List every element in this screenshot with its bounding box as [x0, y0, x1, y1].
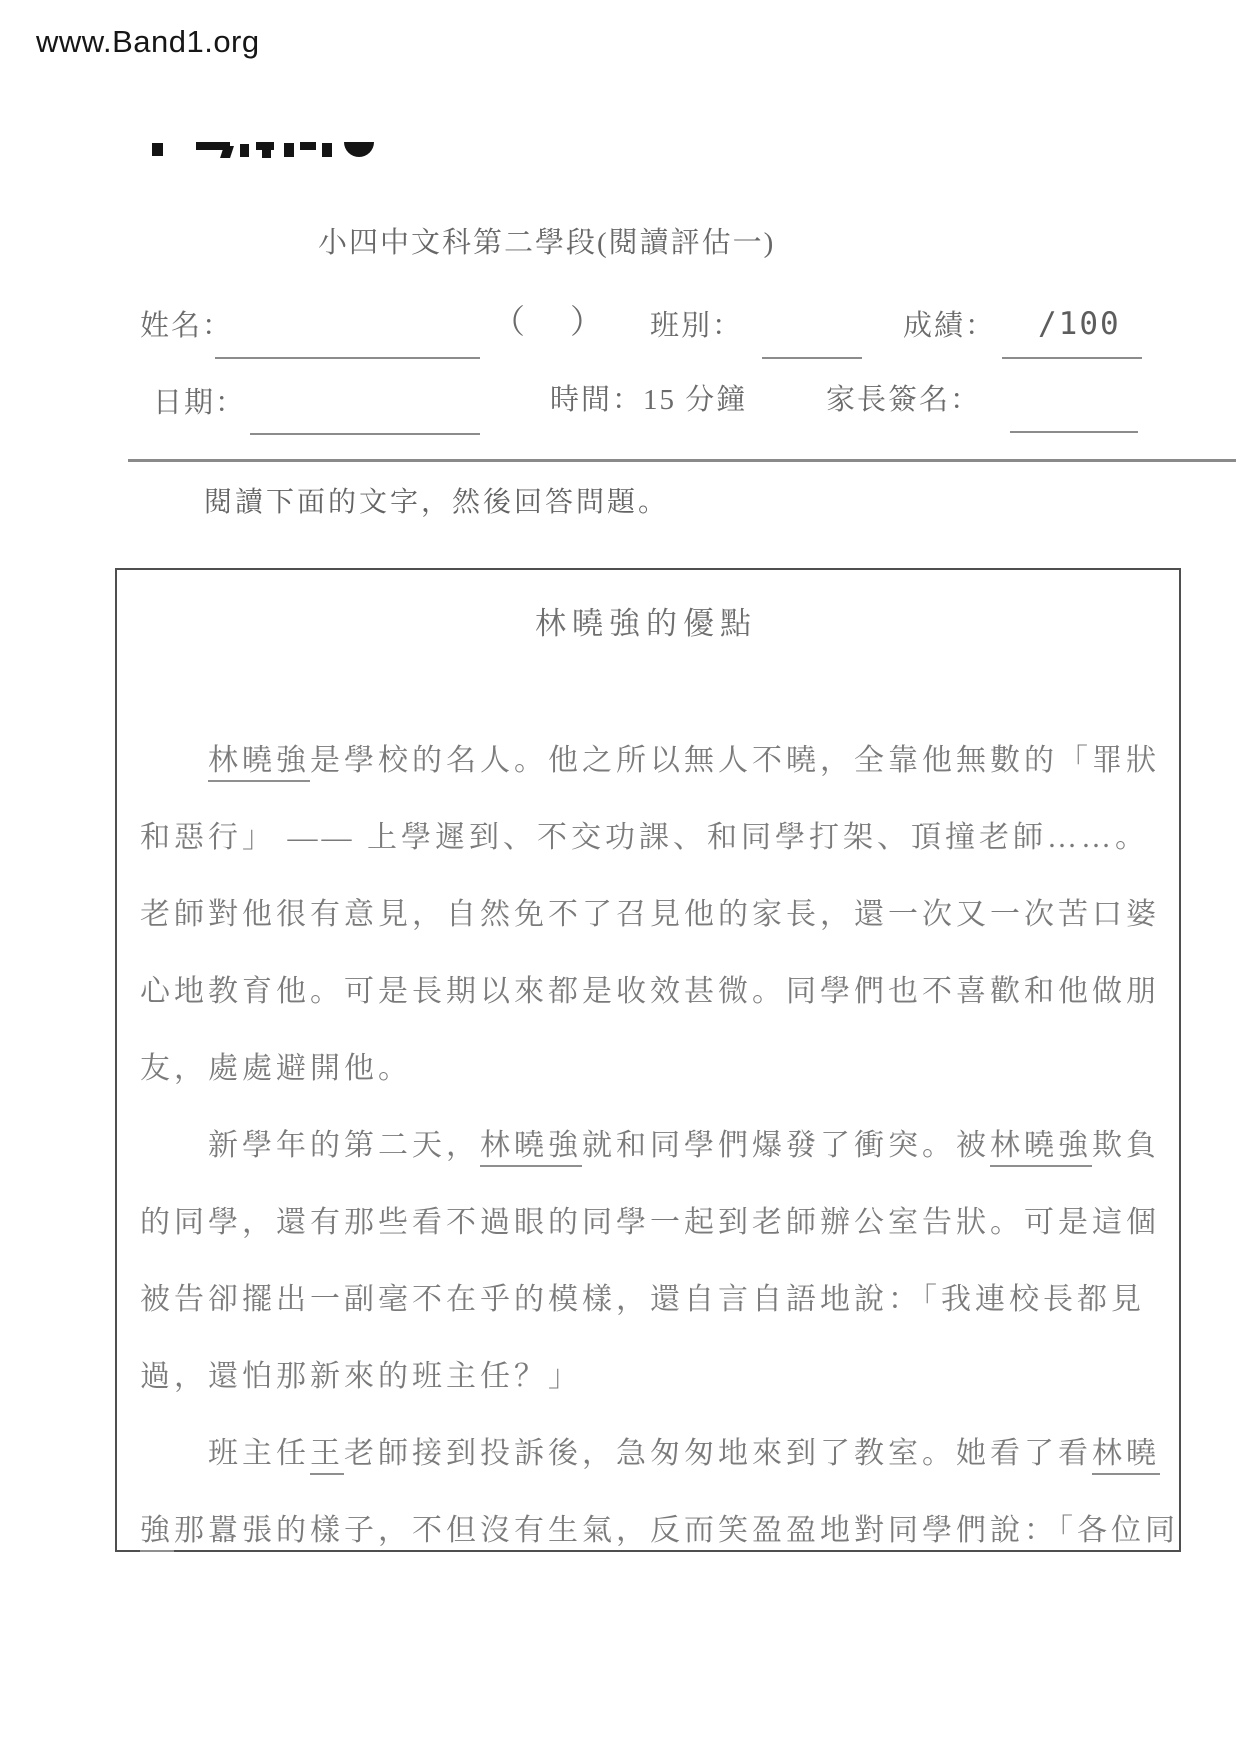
class-label: 班別： [650, 310, 744, 342]
time-limit-text: 時間：15 分鐘 [550, 384, 748, 416]
passage-line: 強那囂張的樣子，不但沒有生氣，反而笑盈盈地對同學們說：「各位同 [140, 1505, 1100, 1549]
score-denominator: /100 [1038, 306, 1121, 342]
date-label: 日期： [153, 387, 247, 419]
paper-title: 小四中文科第二學段(閱讀評估一) [318, 227, 776, 259]
passage-line: 班主任王老師接到投訴後，急匆匆地來到了教室。她看了看林曉 [140, 1428, 1100, 1472]
underlined-name: 林曉強 [990, 1129, 1092, 1167]
instruction-text: 閱讀下面的文字，然後回答問題。 [204, 487, 670, 518]
passage-line: 和惡行」 —— 上學遲到、不交功課、和同學打架、頂撞老師……。 [140, 821, 1149, 854]
class-blank-line [762, 356, 862, 359]
score-blank-line [1002, 356, 1142, 359]
passage-line: 心地教育他。可是長期以來都是收效甚微。同學們也不喜歡和他做朋 [140, 975, 1160, 1008]
score-label: 成績： [903, 310, 997, 342]
passage-line: 的同學，還有那些看不過眼的同學一起到老師辦公室告狀。可是這個 [140, 1206, 1160, 1239]
passage-line: 過，還怕那新來的班主任？」 [140, 1360, 582, 1393]
underlined-name: 強 [140, 1514, 174, 1552]
underlined-name: 林曉 [1092, 1437, 1160, 1475]
class-number-parentheses: （ ） [492, 305, 609, 341]
parent-signature-label: 家長簽名： [826, 384, 982, 416]
section-divider-line [128, 459, 1236, 462]
passage-line: 被告卻擺出一副毫不在乎的模樣，還自言自語地說：「我連校長都見 [140, 1283, 1145, 1316]
underlined-name: 林曉強 [208, 744, 310, 782]
date-blank-line [250, 432, 480, 435]
passage-line: 老師對他很有意見，自然免不了召見他的家長，還一次又一次苦口婆 [140, 898, 1160, 931]
passage-line: 新學年的第二天，林曉強就和同學們爆發了衝突。被林曉強欺負 [140, 1120, 1100, 1164]
passage-line: 友，處處避開他。 [140, 1052, 412, 1085]
passage-title: 林曉強的優點 [535, 606, 757, 641]
underlined-name: 王 [310, 1437, 344, 1475]
name-blank-line [215, 356, 480, 359]
parent-signature-blank-line [1010, 430, 1138, 433]
site-watermark: www.Band1.org [36, 24, 260, 59]
passage-line: 林曉強是學校的名人。他之所以無人不曉，全靠他無數的「罪狀 [140, 735, 1100, 779]
name-label: 姓名： [140, 310, 234, 342]
underlined-name: 林曉強 [480, 1129, 582, 1167]
